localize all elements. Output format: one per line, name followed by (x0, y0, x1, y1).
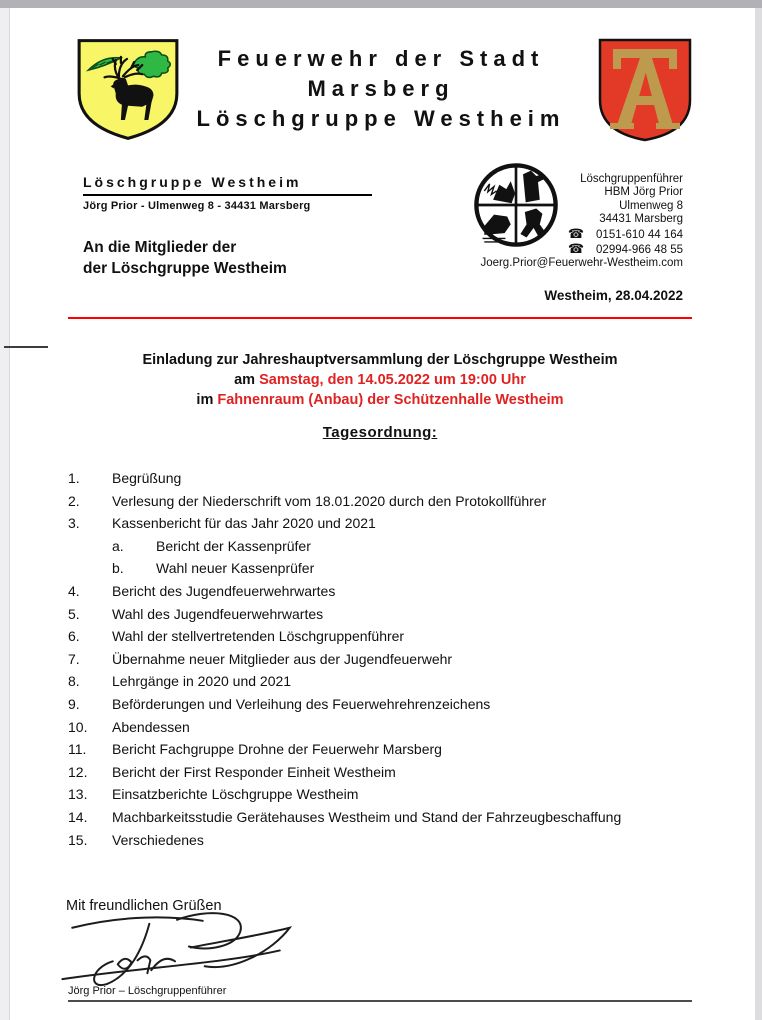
agenda-item-text: Kassenbericht für das Jahr 2020 und 2021 (112, 515, 376, 532)
phone-icon: ☎ (567, 241, 585, 257)
agenda-item-text: Bericht der Kassenprüfer (156, 537, 311, 554)
agenda-item-text: Bericht Fachgruppe Drohne der Feuerwehr Marsberg (112, 741, 442, 758)
invitation-headline (68, 350, 692, 410)
invitation-line3-prefix: im (196, 392, 218, 408)
invitation-line2-prefix: am (234, 372, 260, 388)
agenda-item-number: 8. (68, 673, 80, 690)
agenda-item-text: Übernahme neuer Mitglieder aus der Jugendfeuerwehr (112, 650, 453, 667)
agenda-item-number: 2. (68, 492, 80, 509)
letterhead-title-line2: Marsberg (307, 76, 455, 101)
agenda-item-number: 5. (68, 605, 80, 622)
agenda-list (68, 470, 708, 854)
contact-email: Joerg.Prior@Feuerwehr-Westheim.com (480, 257, 683, 270)
sender-block (83, 174, 372, 212)
agenda-item-number: 10. (68, 718, 88, 735)
agenda-item (68, 832, 708, 855)
letterhead-title-line3: Löschgruppe Westheim (196, 106, 566, 131)
agenda-item-number: 14. (68, 808, 88, 825)
invitation-line3 (68, 390, 692, 410)
footer-rule (68, 1000, 692, 1002)
viewer-left-edge (0, 8, 10, 1020)
agenda-item (68, 651, 708, 674)
agenda-item (68, 538, 708, 561)
contact-phone2-line (480, 242, 683, 257)
agenda-item-number: 12. (68, 763, 88, 780)
agenda-item-number: 6. (68, 628, 80, 645)
signature (52, 906, 304, 990)
agenda-item (68, 719, 708, 742)
invitation-line2-date: Samstag, den 14.05.2022 um 19:00 Uhr (259, 372, 526, 388)
agenda-item-number: 13. (68, 786, 88, 803)
agenda-item-number: 1. (68, 470, 80, 486)
phone-icon: ☎ (567, 225, 585, 241)
letterhead-title (186, 44, 576, 134)
agenda-item-text: Bericht des Jugendfeuerwehrwartes (112, 582, 336, 599)
fold-mark (4, 346, 48, 348)
sender-address: Jörg Prior - Ulmenweg 8 - 34431 Marsberg (83, 200, 311, 212)
contact-city: 34431 Marsberg (599, 213, 683, 226)
agenda-item (68, 673, 708, 696)
agenda-item-number: 4. (68, 582, 80, 599)
recipient-line2: der Löschgruppe Westheim (83, 260, 287, 277)
invitation-line2 (68, 370, 692, 390)
agenda-item-text: Verschiedenes (112, 831, 204, 848)
agenda-item-text: Machbarkeitsstudie Gerätehauses Westheim und Stand der Fahrzeugbeschaffung (112, 808, 622, 825)
viewer-top-edge (0, 0, 762, 8)
agenda-item-text: Wahl neuer Kassenprüfer (156, 560, 315, 577)
contact-name: HBM Jörg Prior (604, 186, 683, 199)
agenda-item (68, 493, 708, 516)
agenda-item-text: Begrüßung (112, 470, 182, 486)
invitation-line3-location: Fahnenraum (Anbau) der Schützenhalle Westheim (217, 392, 564, 408)
agenda-item-number: a. (112, 537, 124, 554)
agenda-item-number: 9. (68, 695, 80, 712)
agenda-item-text: Bericht der First Responder Einheit Westheim (112, 763, 396, 780)
contact-phone1-line (480, 227, 683, 242)
agenda-item-text: Wahl des Jugendfeuerwehrwartes (112, 605, 324, 622)
agenda-item (68, 696, 708, 719)
agenda-item (68, 560, 708, 583)
contact-street: Ulmenweg 8 (619, 199, 683, 212)
viewer-right-edge (755, 8, 762, 1020)
agenda-heading: Tagesordnung: (322, 424, 438, 441)
letterhead-title-line1: Feuerwehr der Stadt (217, 46, 545, 71)
signature-caption: Jörg Prior – Löschgruppenführer (68, 985, 227, 997)
recipient-block (83, 237, 287, 279)
agenda-item-text: Einsatzberichte Löschgruppe Westheim (112, 786, 359, 803)
contact-role: Löschgruppenführer (580, 173, 683, 185)
agenda-item (68, 628, 708, 651)
agenda-item-number: 7. (68, 650, 80, 667)
agenda-item (68, 606, 708, 629)
agenda-item-number: 3. (68, 515, 80, 532)
agenda-item-text: Lehrgänge in 2020 und 2021 (112, 673, 292, 690)
agenda-item (68, 764, 708, 787)
sender-name: Löschgruppe Westheim (83, 174, 372, 196)
agenda-item (68, 741, 708, 764)
agenda-item (68, 583, 708, 606)
recipient-line1: An die Mitglieder der (83, 239, 237, 256)
agenda-item-text: Verlesung der Niederschrift vom 18.01.2020 durch den Protokollführer (112, 492, 547, 509)
agenda-item-number: b. (112, 560, 124, 577)
marsberg-coat-of-arms-icon (592, 36, 698, 144)
westheim-coat-of-arms-icon (72, 36, 184, 144)
agenda-item (68, 809, 708, 832)
agenda-item-text: Abendessen (112, 718, 190, 735)
contact-phone1: 0151-610 44 164 (596, 228, 683, 241)
contact-block (480, 173, 683, 271)
agenda-item (68, 470, 708, 493)
agenda-item-text: Beförderungen und Verleihung des Feuerwehrehrenzeichens (112, 695, 491, 712)
invitation-line1: Einladung zur Jahreshauptversammlung der Löschgruppe Westheim (142, 352, 618, 368)
agenda-item (68, 515, 708, 538)
red-divider-rule (68, 317, 692, 319)
contact-phone2: 02994-966 48 55 (596, 244, 683, 257)
date-line: Westheim, 28.04.2022 (544, 288, 683, 303)
agenda-item-number: 11. (68, 741, 87, 758)
agenda-item-text: Wahl der stellvertretenden Löschgruppenführer (112, 628, 405, 645)
closing-greeting: Mit freundlichen Grüßen (66, 898, 222, 914)
agenda-item (68, 786, 708, 809)
agenda-item-number: 15. (68, 831, 88, 848)
